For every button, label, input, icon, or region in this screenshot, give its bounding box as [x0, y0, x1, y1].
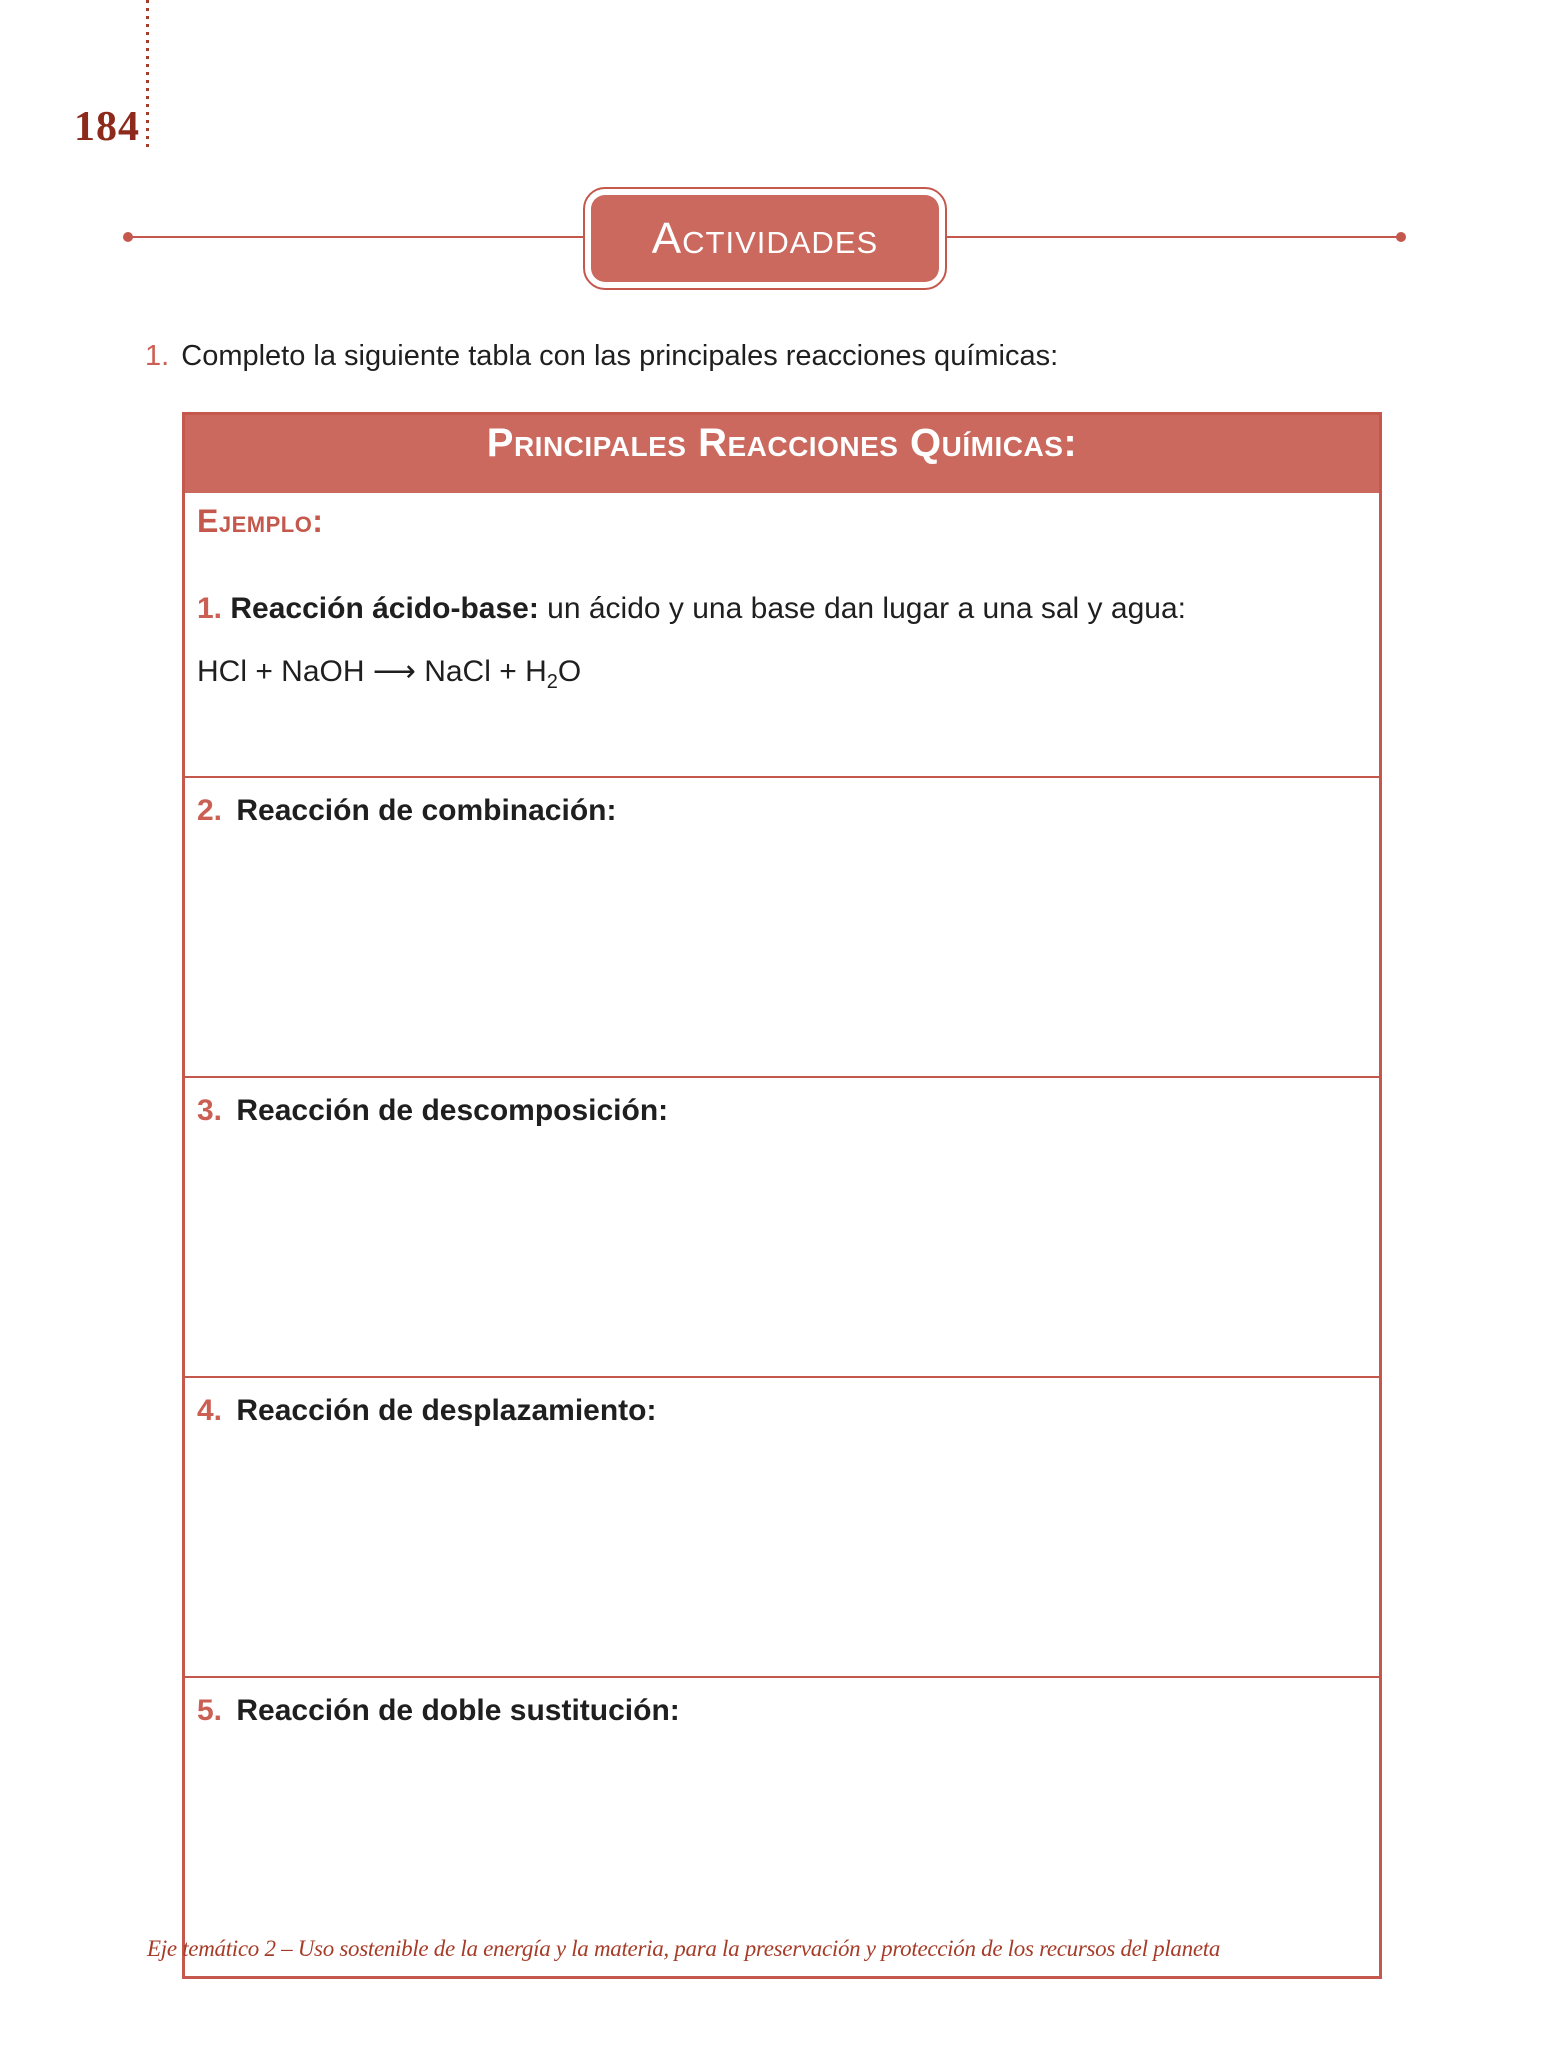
answer-area-doble-sustitucion[interactable] — [197, 1730, 1363, 1950]
table-row-doble-sustitucion — [185, 1676, 1379, 1976]
table-row-desplazamiento — [185, 1376, 1379, 1676]
row-label: Reacción de descomposición: — [236, 1094, 669, 1127]
row-label: Reacción de combinación: — [236, 794, 617, 827]
equation-part-before: HCl + NaOH ⟶ NaCl + H — [197, 655, 547, 688]
row-label-line — [197, 1392, 1363, 1430]
row-label-line — [197, 1692, 1363, 1730]
rule-end-dot-right — [1396, 232, 1406, 242]
example-equation — [197, 654, 1363, 694]
answer-area-desplazamiento[interactable] — [197, 1430, 1363, 1650]
exercise-instruction-text: Completo la siguiente tabla con las principales reacciones químicas: — [181, 340, 1059, 372]
row-number: 2. — [197, 794, 223, 827]
activities-banner-inner — [591, 195, 939, 282]
row-number: 4. — [197, 1394, 223, 1427]
example-item — [197, 592, 1363, 626]
row-label-line — [197, 1092, 1363, 1130]
example-item-text: un ácido y una base dan lugar a una sal y agua: — [547, 592, 1186, 625]
example-item-number: 1. — [197, 592, 223, 625]
row-label: Reacción de doble sustitución: — [236, 1694, 680, 1727]
table-row-descomposicion — [185, 1076, 1379, 1376]
footer-theme-caption: Eje temático 2 – Uso sostenible de la energía y la materia, para la preservación y protección de los recursos del planeta — [147, 1936, 1221, 1961]
row-number: 5. — [197, 1694, 223, 1727]
page-number: 184 — [74, 104, 140, 150]
row-number: 3. — [197, 1094, 223, 1127]
dotted-divider — [146, 0, 149, 147]
example-item-title: Reacción ácido-base: — [230, 592, 539, 625]
answer-area-descomposicion[interactable] — [197, 1130, 1363, 1350]
reactions-table — [182, 412, 1382, 1979]
example-label: Ejemplo: — [197, 503, 324, 539]
equation-subscript: 2 — [546, 671, 558, 693]
activities-banner-title: Actividades — [651, 213, 879, 263]
row-label: Reacción de desplazamiento: — [236, 1394, 657, 1427]
answer-area-combinacion[interactable] — [197, 830, 1363, 1050]
exercise-number: 1. — [145, 340, 170, 372]
activities-banner — [583, 187, 947, 290]
table-row-combinacion — [185, 776, 1379, 1076]
equation-part-after: O — [557, 655, 582, 688]
table-row-example — [185, 493, 1379, 776]
rule-end-dot-left — [123, 232, 133, 242]
table-header — [185, 415, 1379, 493]
row-label-line — [197, 792, 1363, 830]
exercise-instruction — [145, 340, 1058, 373]
table-header-title: Principales Reacciones Químicas: — [486, 421, 1078, 465]
